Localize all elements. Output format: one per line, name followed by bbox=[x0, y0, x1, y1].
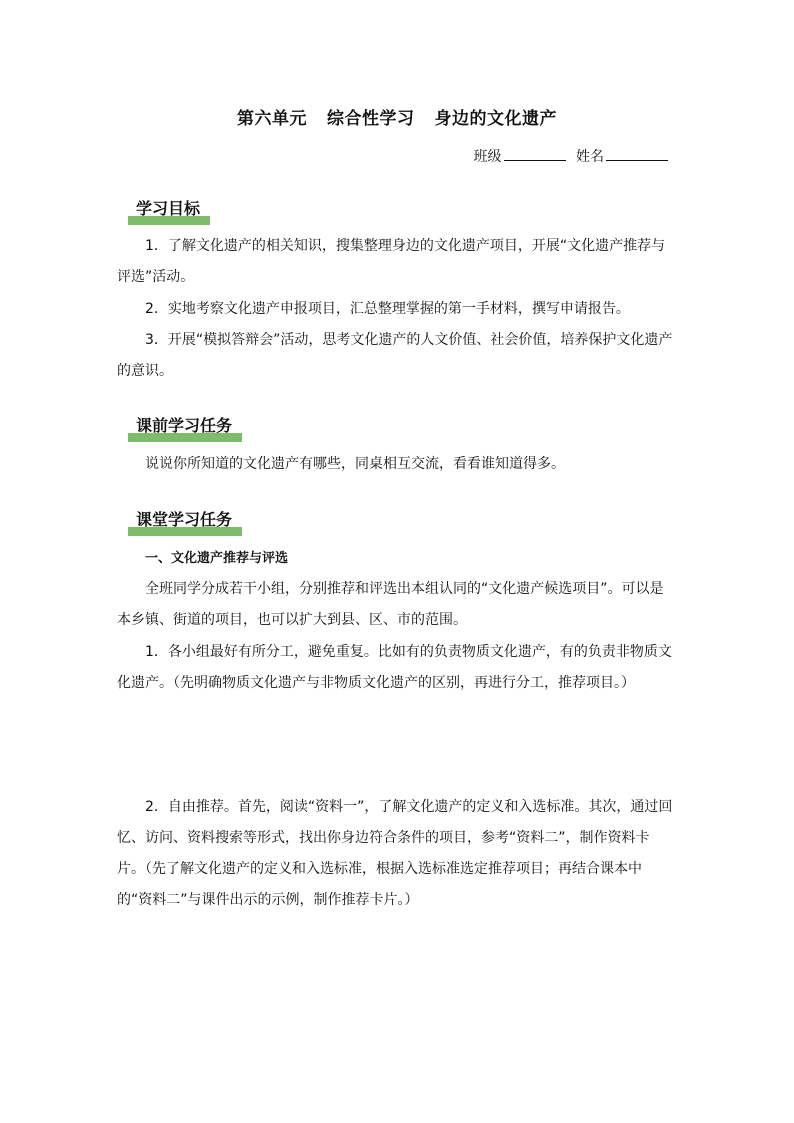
class-name-line bbox=[474, 146, 674, 166]
document-title bbox=[0, 104, 794, 129]
inclass-step-1: 1．各小组最好有所分工，避免重复。比如有的负责物质文化遗产，有的负责非物质文化遗产。（先明确物质文化遗产与非物质文化遗产的区别，再进行分工，推荐项目。） bbox=[117, 644, 672, 691]
title-topic: 综合性学习 bbox=[327, 109, 415, 129]
title-subject: 身边的文化遗产 bbox=[434, 109, 557, 129]
section-title-goals: 学习目标 bbox=[128, 196, 208, 221]
goal-item-1: 1．了解文化遗产的相关知识，搜集整理身边的文化遗产项目，开展“文化遗产推荐与评选”活动。 bbox=[117, 238, 666, 285]
goal-item-3: 3．开展“模拟答辩会”活动，思考文化遗产的人文价值、社会价值，培养保护文化遗产的意识。 bbox=[117, 332, 673, 379]
inclass-step-2: 2．自由推荐。首先，阅读“资料一”，了解文化遗产的定义和入选标准。其次，通过回忆、访问、资料搜索等形式，找出你身边符合条件的项目，参考“资料二”，制作资料卡片。（先了解文化遗产的定义和入选标准，根据入选标准选定推荐项目；再结合课本中的“资料二”与课件出示的示例，制作推荐卡片。） bbox=[117, 799, 673, 908]
title-unit: 第六单元 bbox=[237, 109, 307, 129]
class-blank[interactable] bbox=[504, 148, 566, 161]
goal-item-2: 2．实地考察文化遗产申报项目，汇总整理掌握的第一手材料，撰写申请报告。 bbox=[145, 301, 630, 317]
inclass-intro: 全班同学分成若干小组，分别推荐和评选出本组认同的“文化遗产候选项目”。可以是本乡镇、街道的项目，也可以扩大到县、区、市的范围。 bbox=[117, 581, 664, 628]
name-label: 姓名 bbox=[576, 149, 604, 165]
class-label: 班级 bbox=[473, 149, 502, 165]
preclass-text: 说说你所知道的文化遗产有哪些，同桌相互交流，看看谁知道得多。 bbox=[145, 456, 565, 472]
section-title-preclass: 课前学习任务 bbox=[128, 413, 240, 438]
name-blank[interactable] bbox=[606, 148, 668, 161]
inclass-subhead: 一、文化遗产推荐与评选 bbox=[145, 551, 289, 566]
section-title-inclass: 课堂学习任务 bbox=[128, 507, 240, 532]
